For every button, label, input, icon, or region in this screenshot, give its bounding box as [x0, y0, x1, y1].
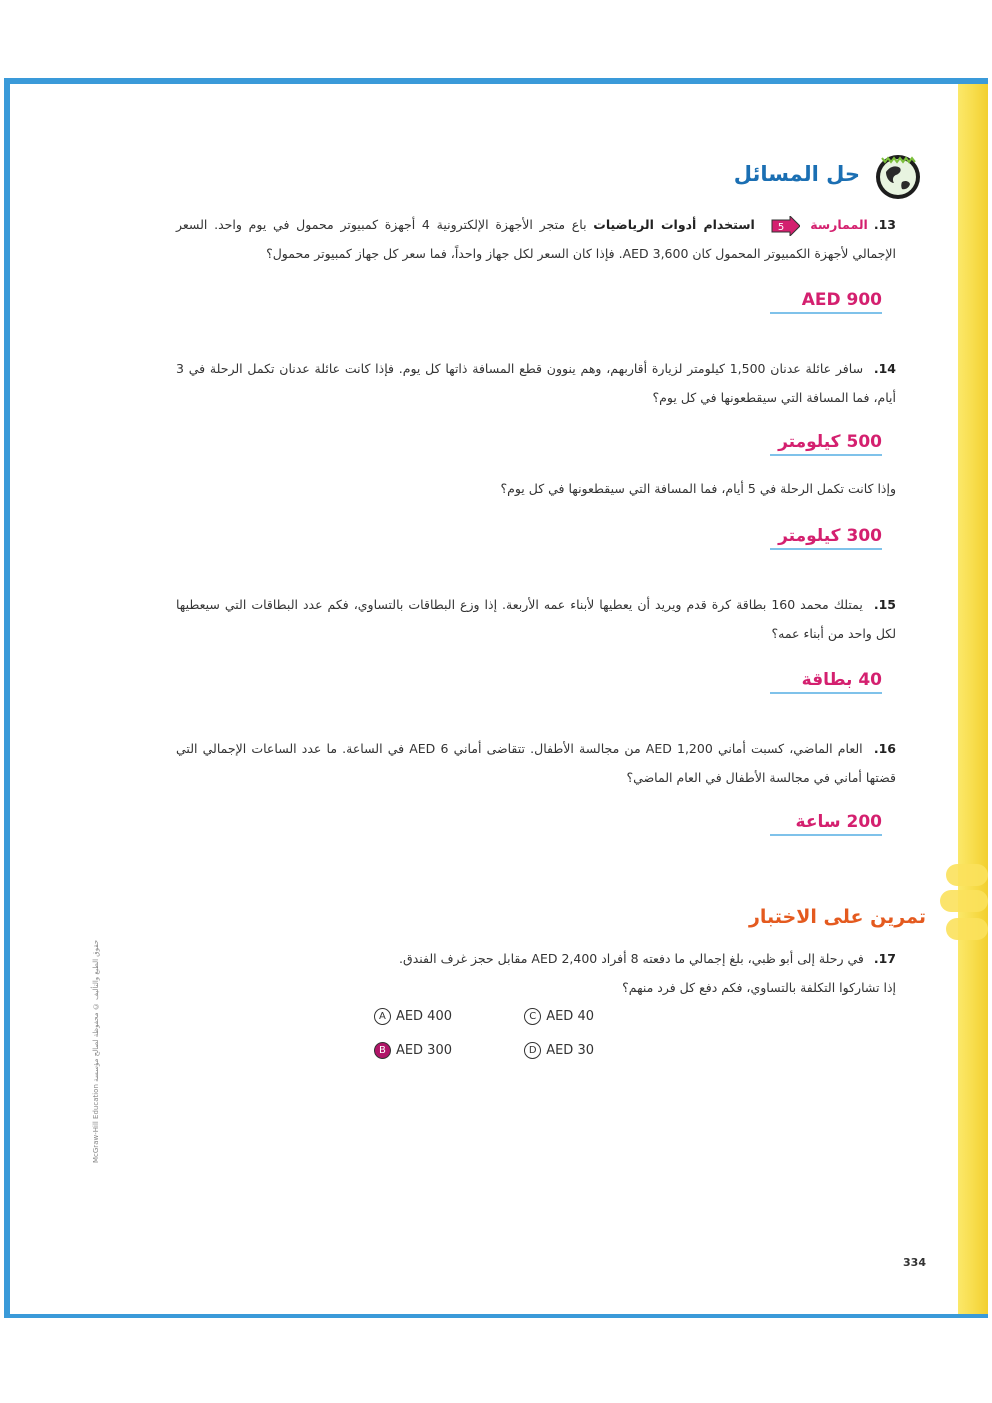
question-17 [336, 944, 896, 1002]
question-text: سافر عائلة عدنان 1,500 كيلومتر لزيارة أقاربهم، وهم ينوون قطع المسافة ذاتها كل يوم. فإذا كانت عائلة عدنان تكمل الرحلة في 3 أيام، فما المسافة التي سيقطعونها في كل يوم؟ [176, 361, 896, 405]
question-text: باع متجر الأجهزة الإلكترونية 4 أجهزة كمبيوتر محمول في يوم واحد. السعر الإجمالي لأجهزة الكمبيوتر المحمول كان AED 3,600. فإذا كان السعر لكل جهاز واحداً، فما سعر كل جهاز كمبيوتر محمول؟ [176, 217, 896, 261]
section-header [734, 146, 926, 202]
question-text: العام الماضي، كسبت أماني AED 1,200 من مجالسة الأطفال. تتقاضى أماني AED 6 في الساعة. ما عدد الساعات الإجمالي التي قضتها أماني في مجالسة الأطفال في العام الماضي؟ [176, 741, 896, 785]
tool-label: استخدام أدوات الرياضيات [593, 217, 755, 232]
option-d-circle[interactable]: D [524, 1042, 541, 1059]
globe-icon [870, 146, 926, 202]
option-b-circle-selected[interactable]: B [374, 1042, 391, 1059]
page-number: 334 [903, 1256, 926, 1269]
option-b[interactable] [374, 1042, 452, 1059]
option-c-value: AED 40 [546, 1009, 594, 1024]
option-b-value: AED 300 [395, 1043, 452, 1058]
question-13 [176, 210, 896, 268]
svg-text:5: 5 [777, 221, 784, 233]
option-c[interactable] [524, 1008, 594, 1025]
question-text: يمتلك محمد 160 بطاقة كرة قدم ويريد أن يعطيها لأبناء عمه الأربعة. إذا وزع البطاقات بالتساوي، فكم عدد البطاقات التي سيعطيها لكل واحد من أبناء عمه؟ [176, 597, 896, 641]
page-frame [4, 78, 988, 1318]
question-number: 13. [873, 217, 896, 232]
page-content [10, 84, 988, 1314]
option-a-value: AED 400 [395, 1009, 452, 1024]
question-number: 16. [873, 741, 896, 756]
question-number: 14. [873, 361, 896, 376]
test-practice-title: تمرين على الاختبار [748, 906, 926, 928]
option-c-circle[interactable]: C [524, 1008, 541, 1025]
answer-15: 40 بطاقة [770, 670, 882, 694]
option-a[interactable] [374, 1008, 452, 1025]
question-text-line2: إذا تشاركوا التكلفة بالتساوي، فكم دفع كل فرد منهم؟ [622, 980, 896, 995]
question-text-line1: في رحلة إلى أبو ظبي، بلغ إجمالي ما دفعته 8 أفراد AED 2,400 مقابل حجز غرف الفندق. [399, 951, 864, 966]
question-16 [176, 734, 896, 792]
answer-14-followup: 300 كيلومتر [770, 526, 882, 550]
answer-16: 200 ساعة [770, 812, 882, 836]
question-14-followup: وإذا كانت تكمل الرحلة في 5 أيام، فما المسافة التي سيقطعونها في كل يوم؟ [500, 481, 896, 496]
answer-14: 500 كيلومتر [770, 432, 882, 456]
section-title: حل المسائل [733, 162, 860, 186]
copyright-side-note: حقوق الطبع والتأليف © محفوظة لصالح مؤسسة McGraw-Hill Education [92, 940, 100, 1164]
option-d-value: AED 30 [546, 1043, 594, 1058]
question-15 [176, 590, 896, 648]
question-number: 15. [873, 597, 897, 612]
answer-13: AED 900 [770, 290, 882, 314]
practice-badge-icon [766, 216, 800, 236]
option-d[interactable] [524, 1042, 594, 1059]
question-number: 17. [873, 951, 896, 966]
question-14 [176, 354, 896, 412]
practice-label: الممارسة [810, 217, 868, 232]
option-a-circle[interactable]: A [374, 1008, 391, 1025]
